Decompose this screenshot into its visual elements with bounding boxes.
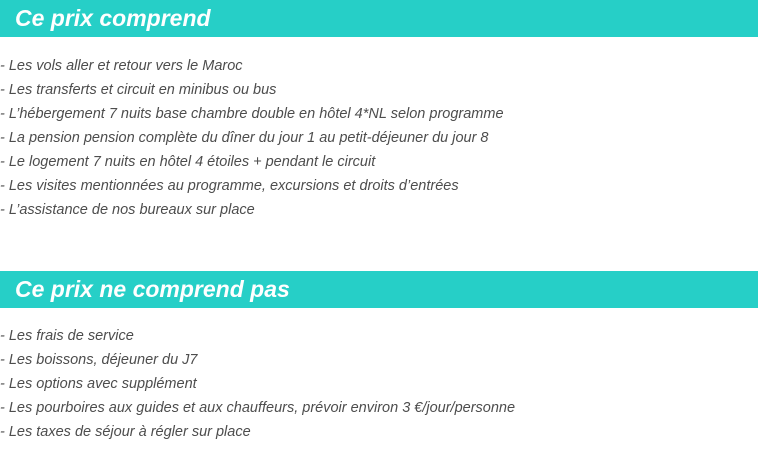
price-included-list [0,54,504,222]
list-item: - Les pourboires aux guides et aux chauffeurs, prévoir environ 3 €/jour/personne [0,400,516,416]
price-included-section [0,0,758,218]
price-excluded-title: Ce prix ne comprend pas [15,276,290,302]
list-item: - Les boissons, déjeuner du J7 [0,352,198,368]
list-item: - L’hébergement 7 nuits base chambre double en hôtel 4*NL selon programme [0,106,504,122]
price-included-banner [0,0,758,37]
list-item: - Les vols aller et retour vers le Maroc [0,58,243,74]
list-item: - La pension pension complète du dîner du jour 1 au petit-déjeuner du jour 8 [0,130,489,146]
price-excluded-banner [0,271,758,308]
price-included-title: Ce prix comprend [15,5,211,31]
list-item: - Les frais de service [0,328,134,344]
price-excluded-list [0,324,515,444]
list-item: - L’assistance de nos bureaux sur place [0,202,255,218]
list-item: - Les options avec supplément [0,376,197,392]
list-item: - Les transferts et circuit en minibus ou bus [0,82,277,98]
list-item: - Les visites mentionnées au programme, excursions et droits d’entrées [0,178,459,194]
list-item: - Les taxes de séjour à régler sur place [0,424,251,440]
price-excluded-section [0,271,758,440]
list-item: - Le logement 7 nuits en hôtel 4 étoiles + pendant le circuit [0,154,376,170]
